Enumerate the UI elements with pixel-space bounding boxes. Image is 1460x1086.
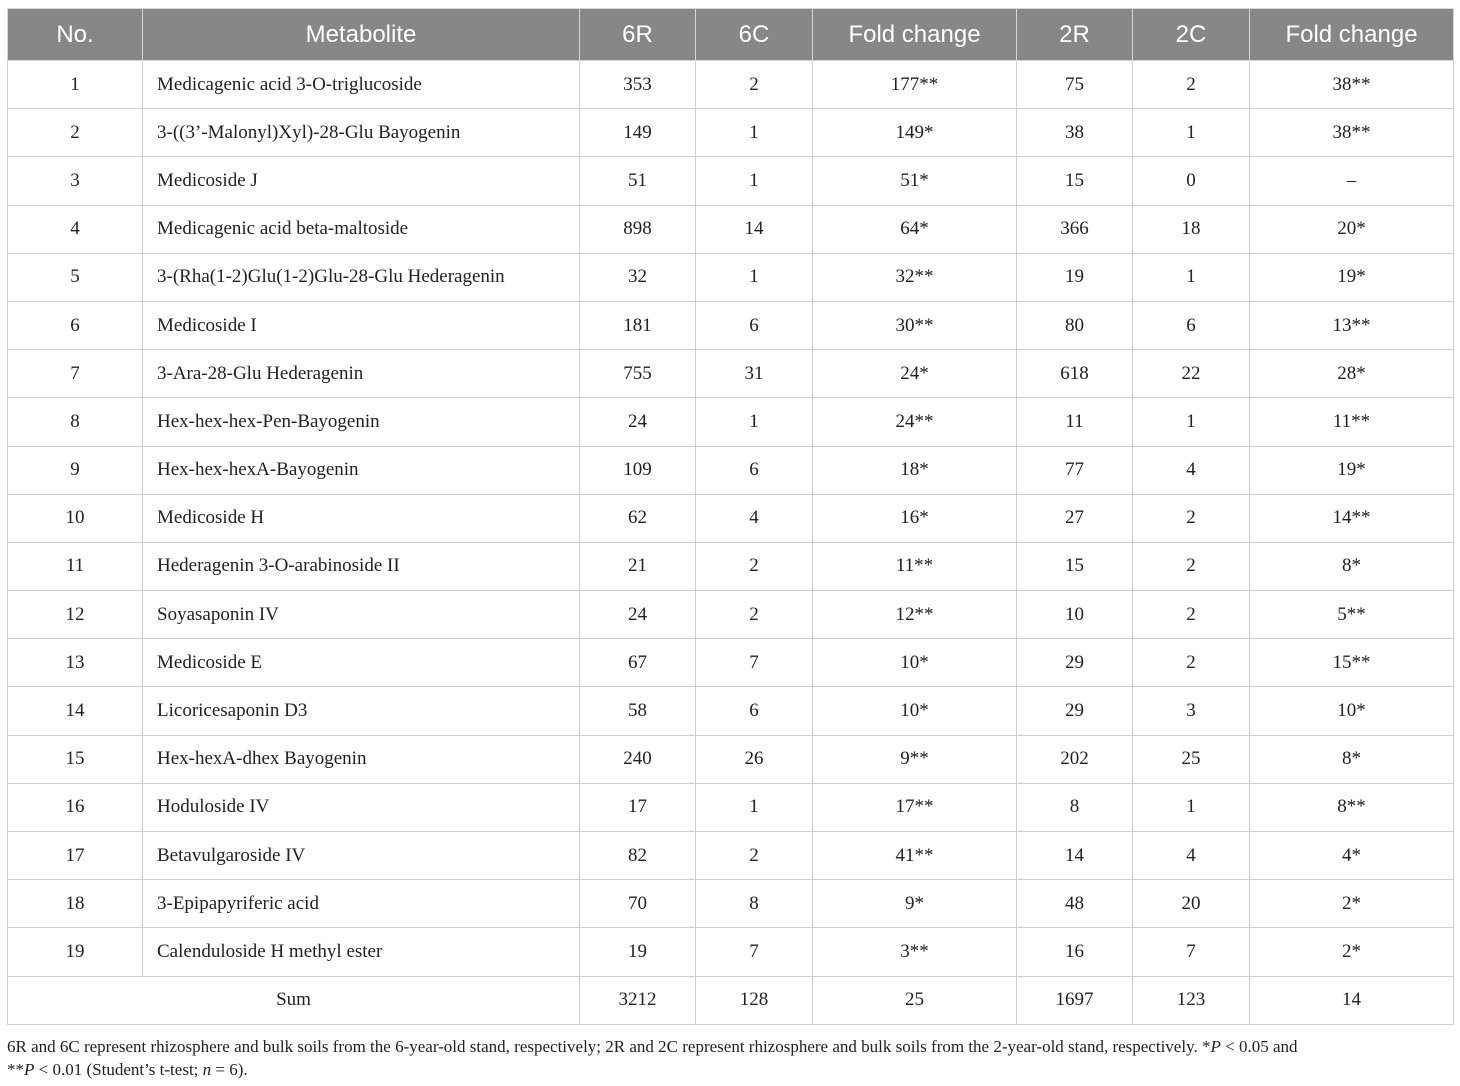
sum-label: Sum: [8, 976, 580, 1024]
cell-6r: 353: [580, 61, 696, 109]
table-row: [8, 109, 1454, 157]
cell-metabolite: Medicoside E: [143, 639, 580, 687]
cell-6c: 6: [696, 301, 813, 349]
cell-fold-change-6: 177**: [813, 61, 1017, 109]
cell-2r: 8: [1017, 783, 1133, 831]
cell-6c: 6: [696, 446, 813, 494]
cell-metabolite: Hederagenin 3-O-arabinoside II: [143, 542, 580, 590]
table-row: [8, 591, 1454, 639]
cell-fold-change-2: 20*: [1250, 205, 1454, 253]
cell-fold-change-6: 12**: [813, 591, 1017, 639]
cell-fold-change-6: 16*: [813, 494, 1017, 542]
cell-no: 18: [8, 880, 143, 928]
footnote-end: = 6).: [211, 1060, 248, 1079]
footnote-mid1: < 0.05 and: [1220, 1037, 1298, 1056]
cell-2c: 7: [1133, 928, 1250, 976]
cell-fold-change-2: 14**: [1250, 494, 1454, 542]
cell-2c: 1: [1133, 783, 1250, 831]
cell-no: 3: [8, 157, 143, 205]
cell-6c: 26: [696, 735, 813, 783]
cell-metabolite: Betavulgaroside IV: [143, 832, 580, 880]
cell-6r: 21: [580, 542, 696, 590]
cell-fold-change-6: 64*: [813, 205, 1017, 253]
sum-2r: 1697: [1017, 976, 1133, 1024]
cell-2c: 3: [1133, 687, 1250, 735]
cell-fold-change-6: 24*: [813, 350, 1017, 398]
cell-6c: 8: [696, 880, 813, 928]
cell-6c: 1: [696, 783, 813, 831]
header-6r: 6R: [580, 9, 696, 61]
table-row: [8, 832, 1454, 880]
cell-2r: 19: [1017, 253, 1133, 301]
cell-2r: 38: [1017, 109, 1133, 157]
cell-2r: 80: [1017, 301, 1133, 349]
header-row: [8, 9, 1454, 61]
table-row: [8, 687, 1454, 735]
sum-row: [8, 976, 1454, 1024]
cell-no: 5: [8, 253, 143, 301]
sum-fold-change-2: 14: [1250, 976, 1454, 1024]
cell-fold-change-6: 9*: [813, 880, 1017, 928]
cell-6r: 70: [580, 880, 696, 928]
cell-fold-change-2: 5**: [1250, 591, 1454, 639]
table-row: [8, 350, 1454, 398]
cell-no: 9: [8, 446, 143, 494]
cell-fold-change-2: 10*: [1250, 687, 1454, 735]
metabolite-table: [7, 8, 1454, 1025]
cell-fold-change-6: 3**: [813, 928, 1017, 976]
cell-metabolite: Hoduloside IV: [143, 783, 580, 831]
cell-2c: 2: [1133, 61, 1250, 109]
cell-no: 16: [8, 783, 143, 831]
cell-2r: 10: [1017, 591, 1133, 639]
cell-6c: 2: [696, 61, 813, 109]
header-6c: 6C: [696, 9, 813, 61]
cell-2c: 22: [1133, 350, 1250, 398]
cell-6r: 149: [580, 109, 696, 157]
cell-fold-change-6: 149*: [813, 109, 1017, 157]
cell-metabolite: Hex-hexA-dhex Bayogenin: [143, 735, 580, 783]
cell-2r: 27: [1017, 494, 1133, 542]
cell-2r: 14: [1017, 832, 1133, 880]
cell-2r: 11: [1017, 398, 1133, 446]
cell-fold-change-6: 18*: [813, 446, 1017, 494]
header-2r: 2R: [1017, 9, 1133, 61]
cell-2c: 2: [1133, 591, 1250, 639]
cell-fold-change-2: 8*: [1250, 735, 1454, 783]
cell-metabolite: Medicagenic acid beta-maltoside: [143, 205, 580, 253]
cell-metabolite: 3-Ara-28-Glu Hederagenin: [143, 350, 580, 398]
cell-fold-change-6: 11**: [813, 542, 1017, 590]
cell-6r: 109: [580, 446, 696, 494]
cell-fold-change-6: 10*: [813, 639, 1017, 687]
table-row: [8, 639, 1454, 687]
cell-metabolite: Medicoside I: [143, 301, 580, 349]
cell-2c: 20: [1133, 880, 1250, 928]
cell-fold-change-6: 9**: [813, 735, 1017, 783]
cell-2r: 48: [1017, 880, 1133, 928]
cell-6r: 24: [580, 398, 696, 446]
cell-fold-change-2: 8*: [1250, 542, 1454, 590]
header-metabolite: Metabolite: [143, 9, 580, 61]
cell-no: 11: [8, 542, 143, 590]
cell-6r: 62: [580, 494, 696, 542]
cell-fold-change-6: 30**: [813, 301, 1017, 349]
cell-6r: 181: [580, 301, 696, 349]
cell-no: 6: [8, 301, 143, 349]
footnote-n: n: [202, 1060, 212, 1079]
header-fold-change-6: Fold change: [813, 9, 1017, 61]
table-row: [8, 205, 1454, 253]
cell-2r: 618: [1017, 350, 1133, 398]
table-row: [8, 157, 1454, 205]
cell-metabolite: Soyasaponin IV: [143, 591, 580, 639]
cell-6r: 240: [580, 735, 696, 783]
cell-6r: 82: [580, 832, 696, 880]
cell-6c: 2: [696, 542, 813, 590]
cell-metabolite: Medicoside J: [143, 157, 580, 205]
cell-metabolite: Licoricesaponin D3: [143, 687, 580, 735]
cell-2r: 29: [1017, 639, 1133, 687]
cell-6r: 67: [580, 639, 696, 687]
cell-fold-change-2: 15**: [1250, 639, 1454, 687]
cell-6c: 7: [696, 928, 813, 976]
cell-metabolite: 3-(Rha(1-2)Glu(1-2)Glu-28-Glu Hederagenin: [143, 253, 580, 301]
sum-2c: 123: [1133, 976, 1250, 1024]
table-row: [8, 928, 1454, 976]
cell-2r: 16: [1017, 928, 1133, 976]
cell-metabolite: Medicoside H: [143, 494, 580, 542]
table-row: [8, 494, 1454, 542]
cell-fold-change-2: 11**: [1250, 398, 1454, 446]
cell-no: 7: [8, 350, 143, 398]
cell-no: 19: [8, 928, 143, 976]
cell-no: 4: [8, 205, 143, 253]
cell-no: 12: [8, 591, 143, 639]
cell-2r: 15: [1017, 542, 1133, 590]
cell-fold-change-2: 4*: [1250, 832, 1454, 880]
table-row: [8, 880, 1454, 928]
cell-fold-change-2: 38**: [1250, 109, 1454, 157]
cell-6c: 1: [696, 398, 813, 446]
cell-2c: 2: [1133, 542, 1250, 590]
table-row: [8, 301, 1454, 349]
header-no: No.: [8, 9, 143, 61]
cell-fold-change-2: 38**: [1250, 61, 1454, 109]
cell-6c: 2: [696, 591, 813, 639]
table-row: [8, 398, 1454, 446]
cell-6r: 17: [580, 783, 696, 831]
cell-fold-change-2: 19*: [1250, 253, 1454, 301]
cell-2c: 1: [1133, 109, 1250, 157]
cell-no: 8: [8, 398, 143, 446]
footnote-p1: P: [1210, 1037, 1221, 1056]
sum-fold-change-6: 25: [813, 976, 1017, 1024]
cell-2c: 18: [1133, 205, 1250, 253]
cell-2c: 4: [1133, 832, 1250, 880]
cell-no: 15: [8, 735, 143, 783]
table-row: [8, 61, 1454, 109]
table-row: [8, 542, 1454, 590]
cell-2r: 366: [1017, 205, 1133, 253]
cell-2c: 1: [1133, 398, 1250, 446]
cell-no: 13: [8, 639, 143, 687]
cell-2r: 75: [1017, 61, 1133, 109]
cell-6c: 7: [696, 639, 813, 687]
cell-fold-change-2: 19*: [1250, 446, 1454, 494]
cell-6r: 32: [580, 253, 696, 301]
cell-6r: 24: [580, 591, 696, 639]
cell-fold-change-6: 51*: [813, 157, 1017, 205]
cell-no: 1: [8, 61, 143, 109]
cell-metabolite: 3-Epipapyriferic acid: [143, 880, 580, 928]
cell-6r: 898: [580, 205, 696, 253]
cell-fold-change-6: 10*: [813, 687, 1017, 735]
table-header: [8, 9, 1454, 61]
cell-2c: 1: [1133, 253, 1250, 301]
cell-6c: 14: [696, 205, 813, 253]
cell-6r: 58: [580, 687, 696, 735]
cell-2r: 29: [1017, 687, 1133, 735]
cell-2c: 2: [1133, 639, 1250, 687]
cell-metabolite: 3-((3’-Malonyl)Xyl)-28-Glu Bayogenin: [143, 109, 580, 157]
cell-2c: 0: [1133, 157, 1250, 205]
footnote-mid2: < 0.01 (Student’s t-test;: [34, 1060, 203, 1079]
cell-6c: 1: [696, 253, 813, 301]
cell-fold-change-2: 2*: [1250, 928, 1454, 976]
footnote-line2-start: **: [7, 1060, 24, 1079]
header-2c: 2C: [1133, 9, 1250, 61]
cell-fold-change-6: 32**: [813, 253, 1017, 301]
table-row: [8, 253, 1454, 301]
cell-2c: 25: [1133, 735, 1250, 783]
cell-no: 17: [8, 832, 143, 880]
cell-6r: 755: [580, 350, 696, 398]
cell-6c: 1: [696, 157, 813, 205]
cell-6c: 2: [696, 832, 813, 880]
cell-no: 14: [8, 687, 143, 735]
cell-fold-change-2: 2*: [1250, 880, 1454, 928]
cell-2r: 77: [1017, 446, 1133, 494]
table-row: [8, 783, 1454, 831]
cell-no: 2: [8, 109, 143, 157]
cell-no: 10: [8, 494, 143, 542]
cell-fold-change-2: 28*: [1250, 350, 1454, 398]
table-row: [8, 446, 1454, 494]
cell-fold-change-6: 24**: [813, 398, 1017, 446]
cell-2r: 202: [1017, 735, 1133, 783]
cell-metabolite: Hex-hex-hexA-Bayogenin: [143, 446, 580, 494]
table-body: [8, 61, 1454, 1025]
cell-2c: 6: [1133, 301, 1250, 349]
cell-fold-change-6: 17**: [813, 783, 1017, 831]
cell-2r: 15: [1017, 157, 1133, 205]
cell-2c: 4: [1133, 446, 1250, 494]
cell-metabolite: Calenduloside H methyl ester: [143, 928, 580, 976]
cell-2c: 2: [1133, 494, 1250, 542]
sum-6r: 3212: [580, 976, 696, 1024]
cell-metabolite: Hex-hex-hex-Pen-Bayogenin: [143, 398, 580, 446]
cell-6r: 51: [580, 157, 696, 205]
sum-6c: 128: [696, 976, 813, 1024]
cell-fold-change-2: 8**: [1250, 783, 1454, 831]
cell-6c: 31: [696, 350, 813, 398]
cell-6c: 4: [696, 494, 813, 542]
footnote-line1: 6R and 6C represent rhizosphere and bulk soils from the 6-year-old stand, respectively; 2R and 2C represent rhizosphere and bulk soils from the 2-year-old stand, respectively. *: [7, 1037, 1211, 1056]
cell-6c: 6: [696, 687, 813, 735]
footnote-p2: P: [24, 1060, 35, 1079]
cell-6r: 19: [580, 928, 696, 976]
table-footnote: [7, 1035, 1457, 1081]
cell-metabolite: Medicagenic acid 3-O-triglucoside: [143, 61, 580, 109]
table-row: [8, 735, 1454, 783]
cell-fold-change-2: –: [1250, 157, 1454, 205]
cell-fold-change-2: 13**: [1250, 301, 1454, 349]
cell-fold-change-6: 41**: [813, 832, 1017, 880]
header-fold-change-2: Fold change: [1250, 9, 1454, 61]
cell-6c: 1: [696, 109, 813, 157]
